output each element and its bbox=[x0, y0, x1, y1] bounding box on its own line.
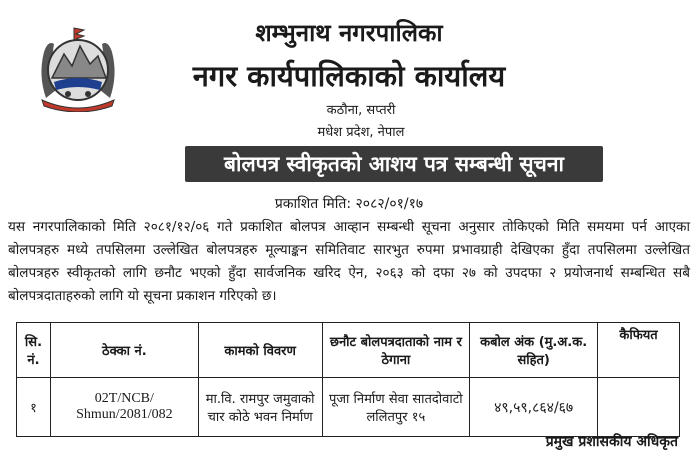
cell-remarks bbox=[598, 378, 680, 437]
address-line-2: मधेश प्रदेश, नेपाल bbox=[317, 125, 405, 140]
signature-title: प्रमुख प्रशासकीय अधिकृत bbox=[545, 434, 678, 450]
cell-bidder: पूजा निर्माण सेवा सातदोवाटो ललितपुर १५ bbox=[322, 378, 470, 437]
contract-table bbox=[16, 322, 680, 437]
notice-title-banner: बोलपत्र स्वीकृतको आशय पत्र सम्बन्धी सूचना bbox=[185, 146, 603, 182]
col-bidder-header: छनौट बोलपत्रदाताको नाम र ठेगाना bbox=[322, 323, 470, 378]
cell-bid-amount: ४९,५९,८६४/६७ bbox=[470, 378, 598, 437]
notice-body: यस नगरपालिकाको मिति २०८१/१२/०६ गते प्रकाशित बोलपत्र आव्हान सम्बन्धी सूचना अनुसार तोकिएको मिति समयमा पर्न आएका बोलपत्रहरु मध्ये तपसिलमा उल्लेखित बोलपत्रहरु मूल्याङ्कन समितिवाट सारभुत रुपमा प्रभावग्राही देखिएका हुँदा तपसिलमा उल्लेखित बोलपत्रहरु स्वीकृतको लागि छनौट भएको हुँदा सार्वजनिक खरिद ऐन, २०६३ को दफा २७ को उपदफा २ प्रयोजनार्थ सम्बन्धित सबै बोलपत्रदाताहरुको लागि यो सूचना प्रकाशन गरिएको छ। bbox=[8, 219, 690, 304]
office-name: नगर कार्यपालिकाको कार्यालय bbox=[192, 59, 506, 93]
published-date: प्रकाशित मिति: २०८२/०१/१७ bbox=[274, 196, 424, 212]
col-serial-header: सि. नं. bbox=[17, 323, 51, 378]
cell-serial: १ bbox=[17, 378, 51, 437]
table-row bbox=[17, 378, 680, 437]
col-bid-amount-header: कबोल अंक (मु.अ.क. सहित) bbox=[470, 323, 598, 378]
cell-contract-no: 02T/NCB/ Shmun/2081/082 bbox=[50, 378, 198, 437]
col-contract-no-header: ठेक्का नं. bbox=[50, 323, 198, 378]
col-work-desc-header: कामको विवरण bbox=[198, 323, 322, 378]
address-line-1: कठौना, सप्तरी bbox=[326, 103, 396, 118]
table-header-row bbox=[17, 323, 680, 378]
cell-work-desc: मा.वि. रामपुर जमुवाको चार कोठे भवन निर्माण bbox=[198, 378, 322, 437]
col-remarks-header: कैफियत bbox=[598, 323, 680, 378]
municipality-name: शम्भुनाथ नगरपालिका bbox=[255, 19, 443, 47]
